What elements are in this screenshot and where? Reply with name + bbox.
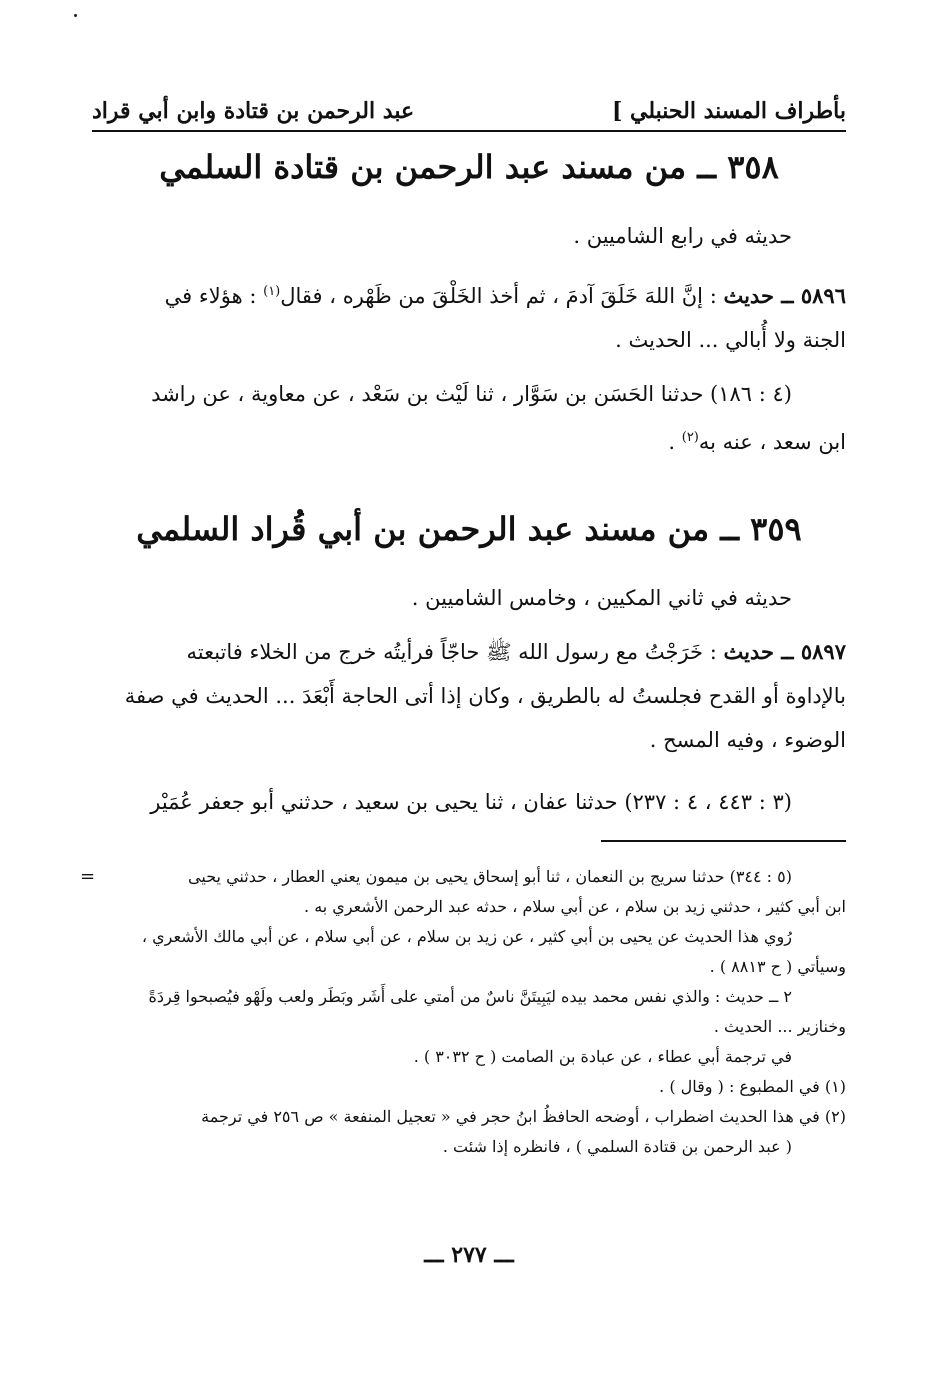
footnote-ref-2[interactable]: (٢): [681, 430, 699, 445]
hadith-5897-number: ٥٨٩٧ ــ حديث: [723, 639, 846, 664]
footnote-line: ابن أبي كثير ، حدثني زيد بن سلام ، عن أبي سلام ، حدثه عبد الرحمن الأشعري به .: [304, 897, 846, 916]
footnote-line: في ترجمة أبي عطاء ، عن عبادة بن الصامت ( ح ٣٠٣٢ ) .: [413, 1047, 792, 1066]
isnad-5896-line2: [92, 416, 846, 464]
footnote-2-cont: ( عبد الرحمن بن قتادة السلمي ) ، فانظره إذا شئت .: [442, 1137, 792, 1156]
hadith-5896-text: : إنَّ اللهَ خَلَقَ آدمَ ، ثم أخذ الخَلْقَ من ظَهْره ، فقال: [280, 284, 717, 308]
section-358-intro: حديثه في رابع الشاميين .: [573, 224, 792, 248]
section-title-358: ٣٥٨ ــ من مسند عبد الرحمن بن قتادة السلمي: [159, 148, 779, 186]
page-number: ـــ ٢٧٧ ـــ: [424, 1242, 514, 1268]
isnad-5896-line1: (٤ : ١٨٦) حدثنا الحَسَن بن سَوَّار ، ثنا لَيْث بن سَعْد ، عن معاوية ، عن راشد: [151, 382, 792, 406]
footnote-2: (٢) في هذا الحديث اضطراب ، أوضحه الحافظُ ابنُ حجر في « تعجيل المنفعة » ص ٢٥٦ في ترجمة: [201, 1107, 846, 1126]
hadith-5897-line2: بالإداوة أو القدح فجلستُ له بالطريق ، وكان إذا أتى الحاجة أَبْعَدَ ... الحديث في صفة: [124, 684, 846, 708]
header-right: بأطراف المسند الحنبلي ]: [611, 98, 846, 124]
isnad-5896-line2-text: ابن سعد ، عنه به: [698, 430, 846, 454]
scan-speck: [74, 14, 77, 17]
footnotes-block: [92, 862, 846, 1162]
hadith-5897-line1: [92, 630, 846, 674]
continuation-mark: =: [80, 866, 96, 887]
isnad-5896-end: .: [668, 430, 676, 454]
section-359-intro: حديثه في ثاني المكيين ، وخامس الشاميين .: [411, 586, 792, 610]
hadith-5896-number: ٥٨٩٦ ــ حديث: [723, 283, 846, 308]
isnad-5897-line1: (٣ : ٤٤٣ ، ٤ : ٢٣٧) حدثنا عفان ، ثنا يحيى بن سعيد ، حدثني أبو جعفر عُمَيْر: [150, 790, 792, 814]
isnad-5896: [92, 372, 846, 464]
header-rule: [92, 130, 846, 132]
footnote-line: ٢ ــ حديث : والذي نفس محمد بيده ليَبِيتَنَّ ناسٌ من أمتي على أَشَر وبَطَر ولعب ولَهْو فيُصبحوا قِردَةً: [148, 987, 792, 1006]
footnote-rule: [601, 840, 846, 842]
hadith-5896-line1: [92, 270, 846, 318]
footnote-line: رُوي هذا الحديث عن يحيى بن أبي كثير ، عن زيد بن سلام ، عن أبي سلام ، عن أبي مالك الأشعري ،: [141, 927, 792, 946]
footnote-line: (٥ : ٣٤٤) حدثنا سريج بن النعمان ، ثنا أبو إسحاق يحيى بن ميمون يعني العطار ، حدثني يحيى: [188, 867, 792, 886]
hadith-5896-text-end: : هؤلاء في: [164, 284, 257, 308]
hadith-5896-line2: الجنة ولا أُبالي ... الحديث .: [615, 328, 846, 352]
running-header: [92, 84, 846, 124]
footnote-line: وسيأتي ( ح ٨٨١٣ ) .: [709, 957, 846, 976]
hadith-5897: [92, 630, 846, 762]
footnote-line: وخنازير ... الحديث .: [713, 1017, 846, 1036]
hadith-5897-line3: الوضوء ، وفيه المسح .: [649, 728, 846, 752]
section-title-359: ٣٥٩ ــ من مسند عبد الرحمن بن أبي قُراد السلمي: [136, 510, 802, 548]
footnote-1: (١) في المطبوع : ( وقال ) .: [659, 1077, 846, 1096]
header-left: عبد الرحمن بن قتادة وابن أبي قراد: [92, 98, 415, 124]
hadith-5897-text: : خَرَجْتُ مع رسول الله ﷺ حاجّاً فرأيتُه خرج من الخلاء فاتبعته: [186, 640, 717, 664]
footnote-ref-1[interactable]: (١): [263, 284, 281, 299]
hadith-5896: [92, 270, 846, 362]
